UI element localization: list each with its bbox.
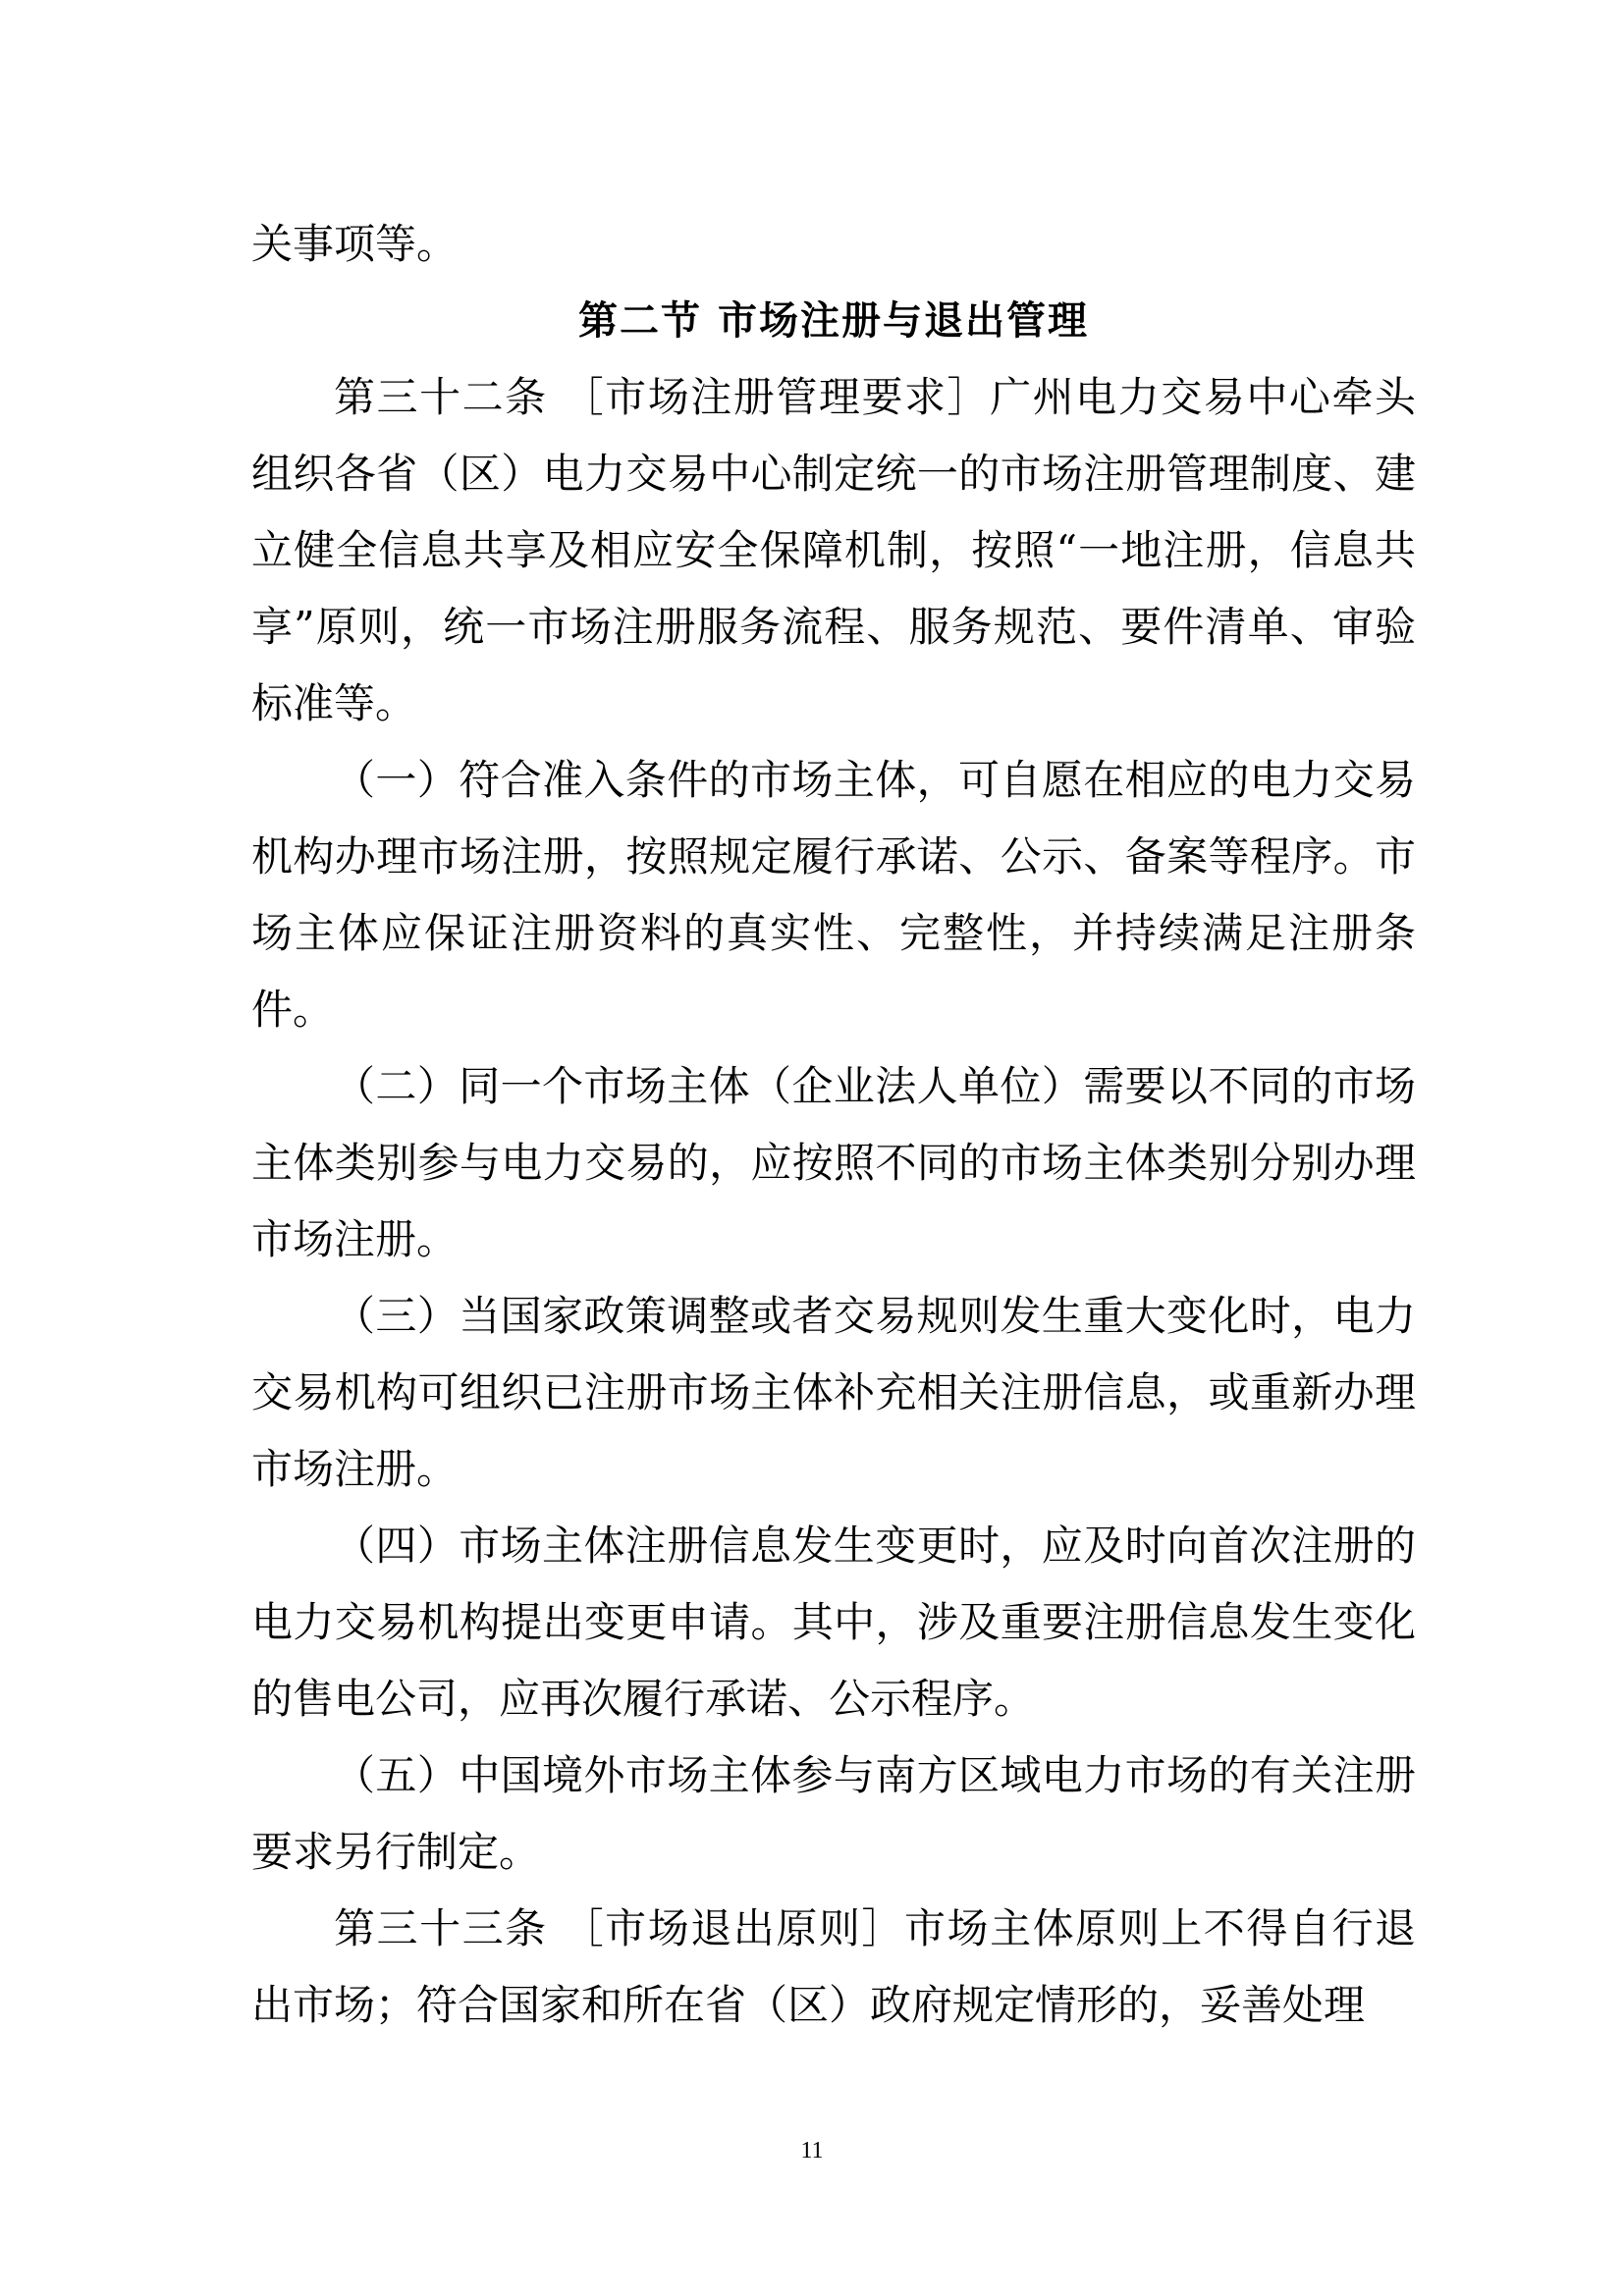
paragraph-continuation: 关事项等。 xyxy=(251,220,459,268)
document-body xyxy=(251,206,1416,2044)
article-32-item-1: （一）符合准入条件的市场主体，可自愿在相应的电力交易机构办理市场注册，按照规定履行承诺、公示、备案等程序。市场主体应保证注册资料的真实性、完整性，并持续满足注册条件。 xyxy=(251,756,1416,1034)
article-32-item-4: （四）市场主体注册信息发生变更时，应及时向首次注册的电力交易机构提出变更申请。其中，涉及重要注册信息发生变化的售电公司，应再次履行承诺、公示程序。 xyxy=(251,1522,1416,1723)
article-32-item-3: （三）当国家政策调整或者交易规则发生重大变化时，电力交易机构可组织已注册市场主体补充相关注册信息，或重新办理市场注册。 xyxy=(251,1292,1416,1493)
article-33: 第三十三条 ［市场退出原则］市场主体原则上不得自行退出市场；符合国家和所在省（区）政府规定情形的，妥善处理 xyxy=(251,1904,1416,2029)
article-32-item-5: （五）中国境外市场主体参与南方区域电力市场的有关注册要求另行制定。 xyxy=(251,1751,1416,1876)
page-number: 11 xyxy=(800,2138,824,2163)
section-heading: 第二节 市场注册与退出管理 xyxy=(578,298,1089,344)
article-32: 第三十二条 ［市场注册管理要求］广州电力交易中心牵头组织各省（区）电力交易中心制定统一的市场注册管理制度、建立健全信息共享及相应安全保障机制，按照“一地注册，信息共享”原则，统一市场注册服务流程、服务规范、要件清单、审验标准等。 xyxy=(251,373,1416,727)
article-32-item-2: （二）同一个市场主体（企业法人单位）需要以不同的市场主体类别参与电力交易的，应按照不同的市场主体类别分别办理市场注册。 xyxy=(251,1062,1416,1263)
